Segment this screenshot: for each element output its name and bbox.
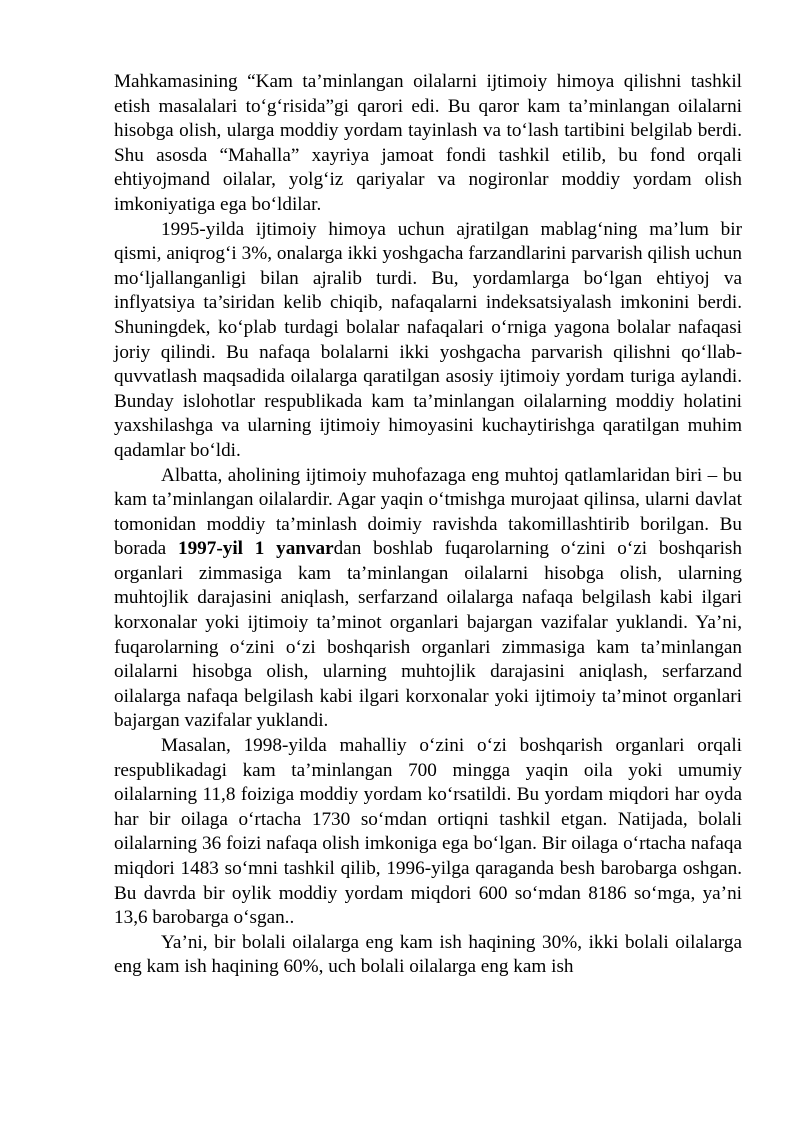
bold-date: 1997-yil 1 yanvar <box>177 538 334 560</box>
paragraph-3-rest: dan boshlab fuqarolarning o‘zini o‘zi boshqarish organlari zimmasiga kam ta’minlangan oilalarni hisobga olish, ularning muhtojlik darajasini aniqlash, serfarzand oilalarga nafaqa belgilash kabi ilgari korxonalar yoki ijtimoiy ta’minot organlari bajargan vazifalar yuklandi. Ya’ni, fuqarolarning o‘zini o‘zi boshqarish organlari zimmasiga kam ta’minlangan oilalarni hisobga olish, ularning muhtojlik darajasini aniqlash, serfarzand oilalarga nafaqa belgilash kabi ilgari korxonalar yoki ijtimoiy ta’minot organlari bajargan vazifalar yuklandi. <box>114 538 742 732</box>
paragraph-2: 1995-yilda ijtimoiy himoya uchun ajratilgan mablag‘ning ma’lum bir qismi, aniqrog‘i 3%, onalarga ikki yoshgacha farzandlarini parvarish qilish uchun mo‘ljallanganligi bilan ajralib turdi. Bu, yordamlarga bo‘lgan ehtiyoj va inflyatsiya ta’siridan kelib chiqib, nafaqalarni indeksatsiyalash imkonini berdi. Shuningdek, ko‘plab turdagi bolalar nafaqalari o‘rniga yagona bolalar nafaqasi joriy qilindi. Bu nafaqa bolalarni ikki yoshgacha parvarish qilishni qo‘llab-quvvatlash maqsadida oilalarga qaratilgan asosiy ijtimoiy yordam turiga aylandi. Bunday islohotlar respublikada kam ta’minlangan oilalarning moddiy holatini yaxshilashga va ularning ijtimoiy himoyasini kuchaytirishga qaratilgan muhim qadamlar bo‘ldi. <box>114 218 742 461</box>
paragraph-3-lead: Albatta, aholining ijtimoiy muhofazaga eng muhtoj qatlamlaridan biri – bu kam ta’minlangan oilalardir. Agar yaqin o‘tmishga murojaat qilinsa, ularni davlat tomonidan moddiy ta’minlash doimiy ravishda takomillashtirib borilgan. Bu borada <box>114 464 742 560</box>
paragraph-5: Ya’ni, bir bolali oilalarga eng kam ish haqining 30%, ikki bolali oilalarga eng kam ish haqining 60%, uch bolali oilalarga eng kam ish <box>114 931 742 978</box>
paragraph-3 <box>114 464 742 735</box>
paragraph-4: Masalan, 1998-yilda mahalliy o‘zini o‘zi boshqarish organlari orqali respublikadagi kam ta’minlangan 700 mingga yaqin oila yoki umumiy oilalarning 11,8 foiziga moddiy yordam ko‘rsatildi. Bu yordam miqdori har oyda har bir oilaga o‘rtacha 1730 so‘mdan ortiqni tashkil etgan. Natijada, bolali oilalarning 36 foizi nafaqa olish imkoniga ega bo‘lgan. Bir oilaga o‘rtacha nafaqa miqdori 1483 so‘mni tashkil qilib, 1996-yilga qaraganda besh barobarga oshgan. Bu davrda bir oylik moddiy yordam miqdori 600 so‘mdan 8186 so‘mga, ya’ni 13,6 barobarga o‘sgan.. <box>114 735 742 929</box>
paragraph-1: Mahkamasining “Kam ta’minlangan oilalarni ijtimoiy himoya qilishni tashkil etish masalalari to‘g‘risida”gi qarori edi. Bu qaror kam ta’minlangan oilalarni hisobga olish, ularga moddiy yordam tayinlash va to‘lash tartibini belgilab berdi. Shu asosda “Mahalla” xayriya jamoat fondi tashkil etilib, bu fond orqali ehtiyojmand oilalar, yolg‘iz qariyalar va nogironlar moddiy yordam olish imkoniyatiga ega bo‘ldilar. <box>114 71 742 215</box>
document-page <box>114 70 742 980</box>
